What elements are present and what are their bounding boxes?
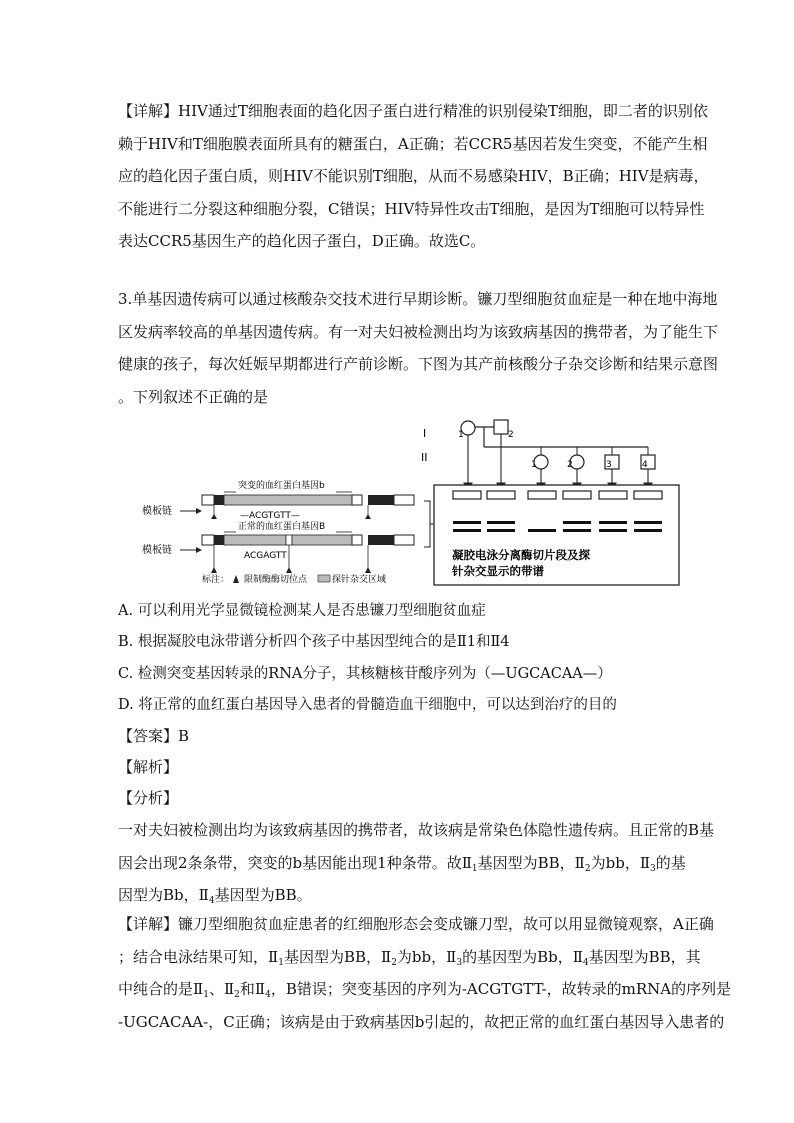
answer: 【答案】B	[118, 727, 190, 745]
text-line: 赖于HIV和T细胞膜表面所具有的糖蛋白，A正确；若CCR5基因若发生突变，不能产生相	[118, 134, 708, 153]
analysis-paragraph	[118, 814, 715, 912]
text-line: 健康的孩子，每次妊娠早期都进行产前诊断。下图为其产前核酸分子杂交诊断和结果示意图	[118, 355, 719, 373]
text-line: 应的趋化因子蛋白质，则HIV不能识别T细胞，从而不易感染HIV，B正确；HIV是病毒，	[118, 167, 709, 185]
text-line: 因会出现2条条带，突变的b基因能出现1种条带。故$Ⅱ_1$基因型为BB，$Ⅱ_2$为bb，$Ⅱ_3$的基	[118, 853, 686, 874]
male-I2-symbol	[494, 420, 508, 434]
detail-paragraph-q2	[118, 95, 709, 258]
template-strand-label-1: 模板链	[142, 506, 172, 517]
option-a: A. 可以利用光学显微镜检测某人是否患镰刀型细胞贫血症	[118, 603, 486, 619]
normal-sequence: ACGAGTT	[244, 551, 287, 561]
option-b: B. 根据凝胶电泳带谱分析四个孩子中基因型纯合的是Ⅱ1和Ⅱ4	[118, 634, 510, 650]
detail-paragraph-q3	[118, 908, 732, 1038]
legend-prefix: 标注：	[202, 575, 230, 585]
analysis-heading: 【解析】	[118, 758, 179, 776]
text-line: ；结合电泳结果可知，$Ⅱ_1$基因型为BB，$Ⅱ_2$为bb，$Ⅱ_3$的基因型为Bb，$Ⅱ_4$基因型为BB，其	[118, 947, 701, 968]
legend-probe-region: 探针杂交区域	[332, 575, 387, 585]
mutant-sequence: —ACGTGTT—	[240, 511, 300, 521]
gel-caption-line1: 凝胶电泳分离酶切片段及探	[452, 548, 590, 562]
text-line: 不能进行二分裂这种细胞分裂，C错误；HIV特异性攻击T细胞，是因为T细胞可以特异性	[118, 199, 705, 218]
text-line: 【详解】镰刀型细胞贫血症患者的红细胞形态会变成镰刀型，故可以用显微镜观察，A正确	[118, 915, 714, 933]
generation-II-label: II	[421, 451, 428, 464]
gel-caption-line2: 针杂交显示的带谱	[452, 564, 544, 578]
probe-region-swatch	[318, 575, 330, 582]
text-line: 。下列叙述不正确的是	[118, 387, 269, 406]
individual-label: 1	[531, 460, 537, 470]
normal-gene-label: 正常的血红蛋白基因B	[238, 522, 326, 532]
individual-label: 3	[606, 460, 612, 470]
template-strand-label-2: 模板链	[142, 545, 172, 556]
option-d: D. 将正常的血红蛋白基因导入患者的骨髓造血干细胞中，可以达到治疗的目的	[118, 697, 617, 713]
individual-label: 2	[508, 430, 514, 440]
option-c: C. 检测突变基因转录的RNA分子，其核糖核苷酸序列为（—UGCACAA—）	[118, 666, 612, 682]
cut-site-arrow-icon	[233, 575, 239, 583]
individual-label: 4	[642, 460, 648, 470]
generation-I-label: I	[423, 427, 427, 440]
text-line: 中纯合的是$Ⅱ_1$、$Ⅱ_2$和$Ⅱ_4$，B错误；突变基因的序列为-ACGTGTT-，故转录的mRNA的序列是	[118, 980, 732, 1000]
text-line: 因型为Bb，$Ⅱ_4$基因型为BB。	[118, 886, 312, 906]
text-line: -UGCACAA-，C正确；该病是由于致病基因b引起的，故把正常的血红蛋白基因导入患者的	[118, 1012, 725, 1031]
text-line: 表达CCR5基因生产的趋化因子蛋白，D正确。故选C。	[118, 232, 486, 250]
hybridization-diagram	[140, 415, 685, 590]
individual-label: 1	[458, 430, 464, 440]
individual-label: 2	[567, 460, 573, 470]
legend-cut-site: 限制酶酶切位点	[244, 575, 308, 585]
mutant-gene-label: 突变的血红蛋白基因b	[238, 481, 325, 491]
question-3-stem	[118, 283, 719, 413]
fenxi-heading: 【分析】	[118, 789, 179, 807]
text-line: 3.单基因遗传病可以通过核酸杂交技术进行早期诊断。镰刀型细胞贫血症是一种在地中海地	[118, 290, 718, 308]
text-line: 区发病率较高的单基因遗传病。有一对夫妇被检测出均为该致病基因的携带者，为了能生下	[118, 322, 719, 341]
text-line: 【详解】HIV通过T细胞表面的趋化因子蛋白进行精准的识别侵染T细胞，即二者的识别依	[118, 102, 708, 120]
text-line: 一对夫妇被检测出均为该致病基因的携带者，故该病是常染色体隐性遗传病。且正常的B基	[118, 821, 715, 839]
